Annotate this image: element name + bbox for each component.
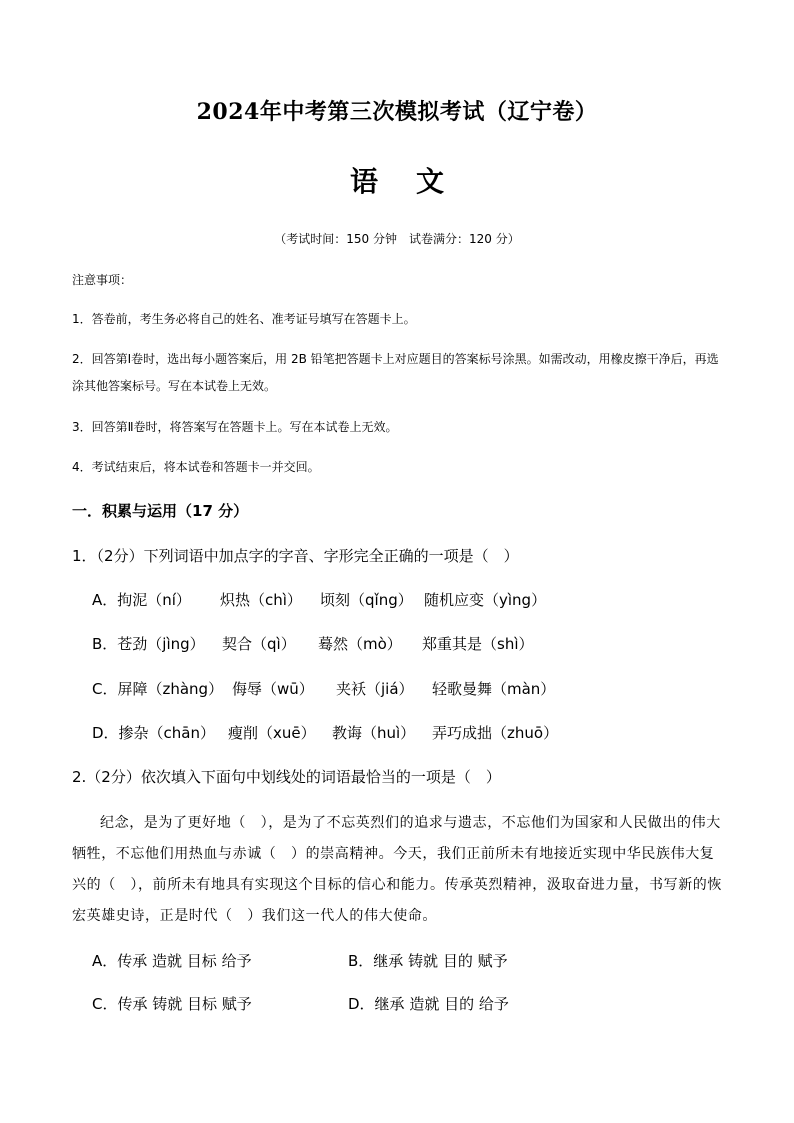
q1-option-c xyxy=(92,678,555,699)
q1-option-a xyxy=(92,589,546,610)
q1-option-d xyxy=(92,722,558,743)
q1-option-b-word-4: 郑重其是（shì） xyxy=(422,635,534,653)
q1-option-a-word-4: 随机应变（yìng） xyxy=(424,591,547,609)
q1-option-d-word-1: D．掺杂（chān） xyxy=(92,724,216,742)
q1-option-c-word-2: 侮辱（wū） xyxy=(232,680,314,698)
note-item: 3．回答第Ⅱ卷时，将答案写在答题卡上。写在本试卷上无效。 xyxy=(72,420,398,434)
q1-option-d-word-4: 弄巧成拙（zhuō） xyxy=(432,724,559,742)
section-heading: 一．积累与运用（17 分） xyxy=(72,502,249,520)
q2-choice-a: A．传承 造就 目标 给予 xyxy=(92,952,252,970)
q1-option-d-word-2: 瘦削（xuē） xyxy=(228,724,316,742)
note-item: 2．回答第Ⅰ卷时，选出每小题答案后，用 2B 铅笔把答题卡上对应题目的答案标号涂黑。如需改动，用橡皮擦干净后，再选涂其他答案标号。写在本试卷上无效。 xyxy=(72,352,719,393)
question-1-stem: 1．（2分）下列词语中加点字的字音、字形完全正确的一项是（ ） xyxy=(72,547,519,565)
q1-option-a-word-1: A．拘泥（ní） xyxy=(92,591,191,609)
q1-option-b-word-3: 蓦然（mò） xyxy=(318,635,402,653)
subject-char-2: 文 xyxy=(416,165,445,198)
note-item: 1．答卷前，考生务必将自己的姓名、准考证号填写在答题卡上。 xyxy=(72,312,416,326)
q1-option-c-word-4: 轻歌曼舞（màn） xyxy=(432,680,556,698)
q1-option-a-word-2: 炽热（chì） xyxy=(220,591,302,609)
q1-option-c-word-3: 夹袄（jiá） xyxy=(336,680,414,698)
subject-char-1: 语 xyxy=(349,165,378,198)
q2-choice-d: D．继承 造就 目的 给予 xyxy=(348,995,509,1013)
exam-meta: （考试时间：150 分钟 试卷满分：120 分） xyxy=(274,232,520,246)
subject-title xyxy=(0,160,794,200)
question-2-stem: 2.（2分）依次填入下面句中划线处的词语最恰当的一项是（ ） xyxy=(72,768,501,786)
note-item: 4．考试结束后，将本试卷和答题卡一并交回。 xyxy=(72,460,320,474)
q2-choice-c: C．传承 铸就 目标 赋予 xyxy=(92,995,252,1013)
q2-choice-b: B．继承 铸就 目的 赋予 xyxy=(348,952,508,970)
q1-option-c-word-1: C．屏障（zhàng） xyxy=(92,680,224,698)
q1-option-d-word-3: 教诲（huì） xyxy=(332,724,416,742)
notes-heading: 注意事项： xyxy=(72,273,133,287)
exam-title: 2024年中考第三次模拟考试（辽宁卷） xyxy=(196,99,598,125)
q1-option-a-word-3: 顷刻（qǐng） xyxy=(320,591,413,609)
q1-option-b-word-1: B．苍劲（jìng） xyxy=(92,635,205,653)
q1-option-b-word-2: 契合（qì） xyxy=(222,635,296,653)
q1-option-b xyxy=(92,633,534,654)
question-2-passage: 纪念，是为了更好地（ ），是为了不忘英烈们的追求与遗志，不忘他们为国家和人民做出的伟大牺牲，不忘他们用热血与赤诚（ ）的崇高精神。今天，我们正前所未有地接近实现中华民族伟大复兴的（ ），前所未有地具有实现这个目标的信心和能力。传承英烈精神，汲取奋进力量，书写新的恢宏英雄史诗，正是时代（ ）我们这一代人的伟大使命。 xyxy=(72,815,722,924)
